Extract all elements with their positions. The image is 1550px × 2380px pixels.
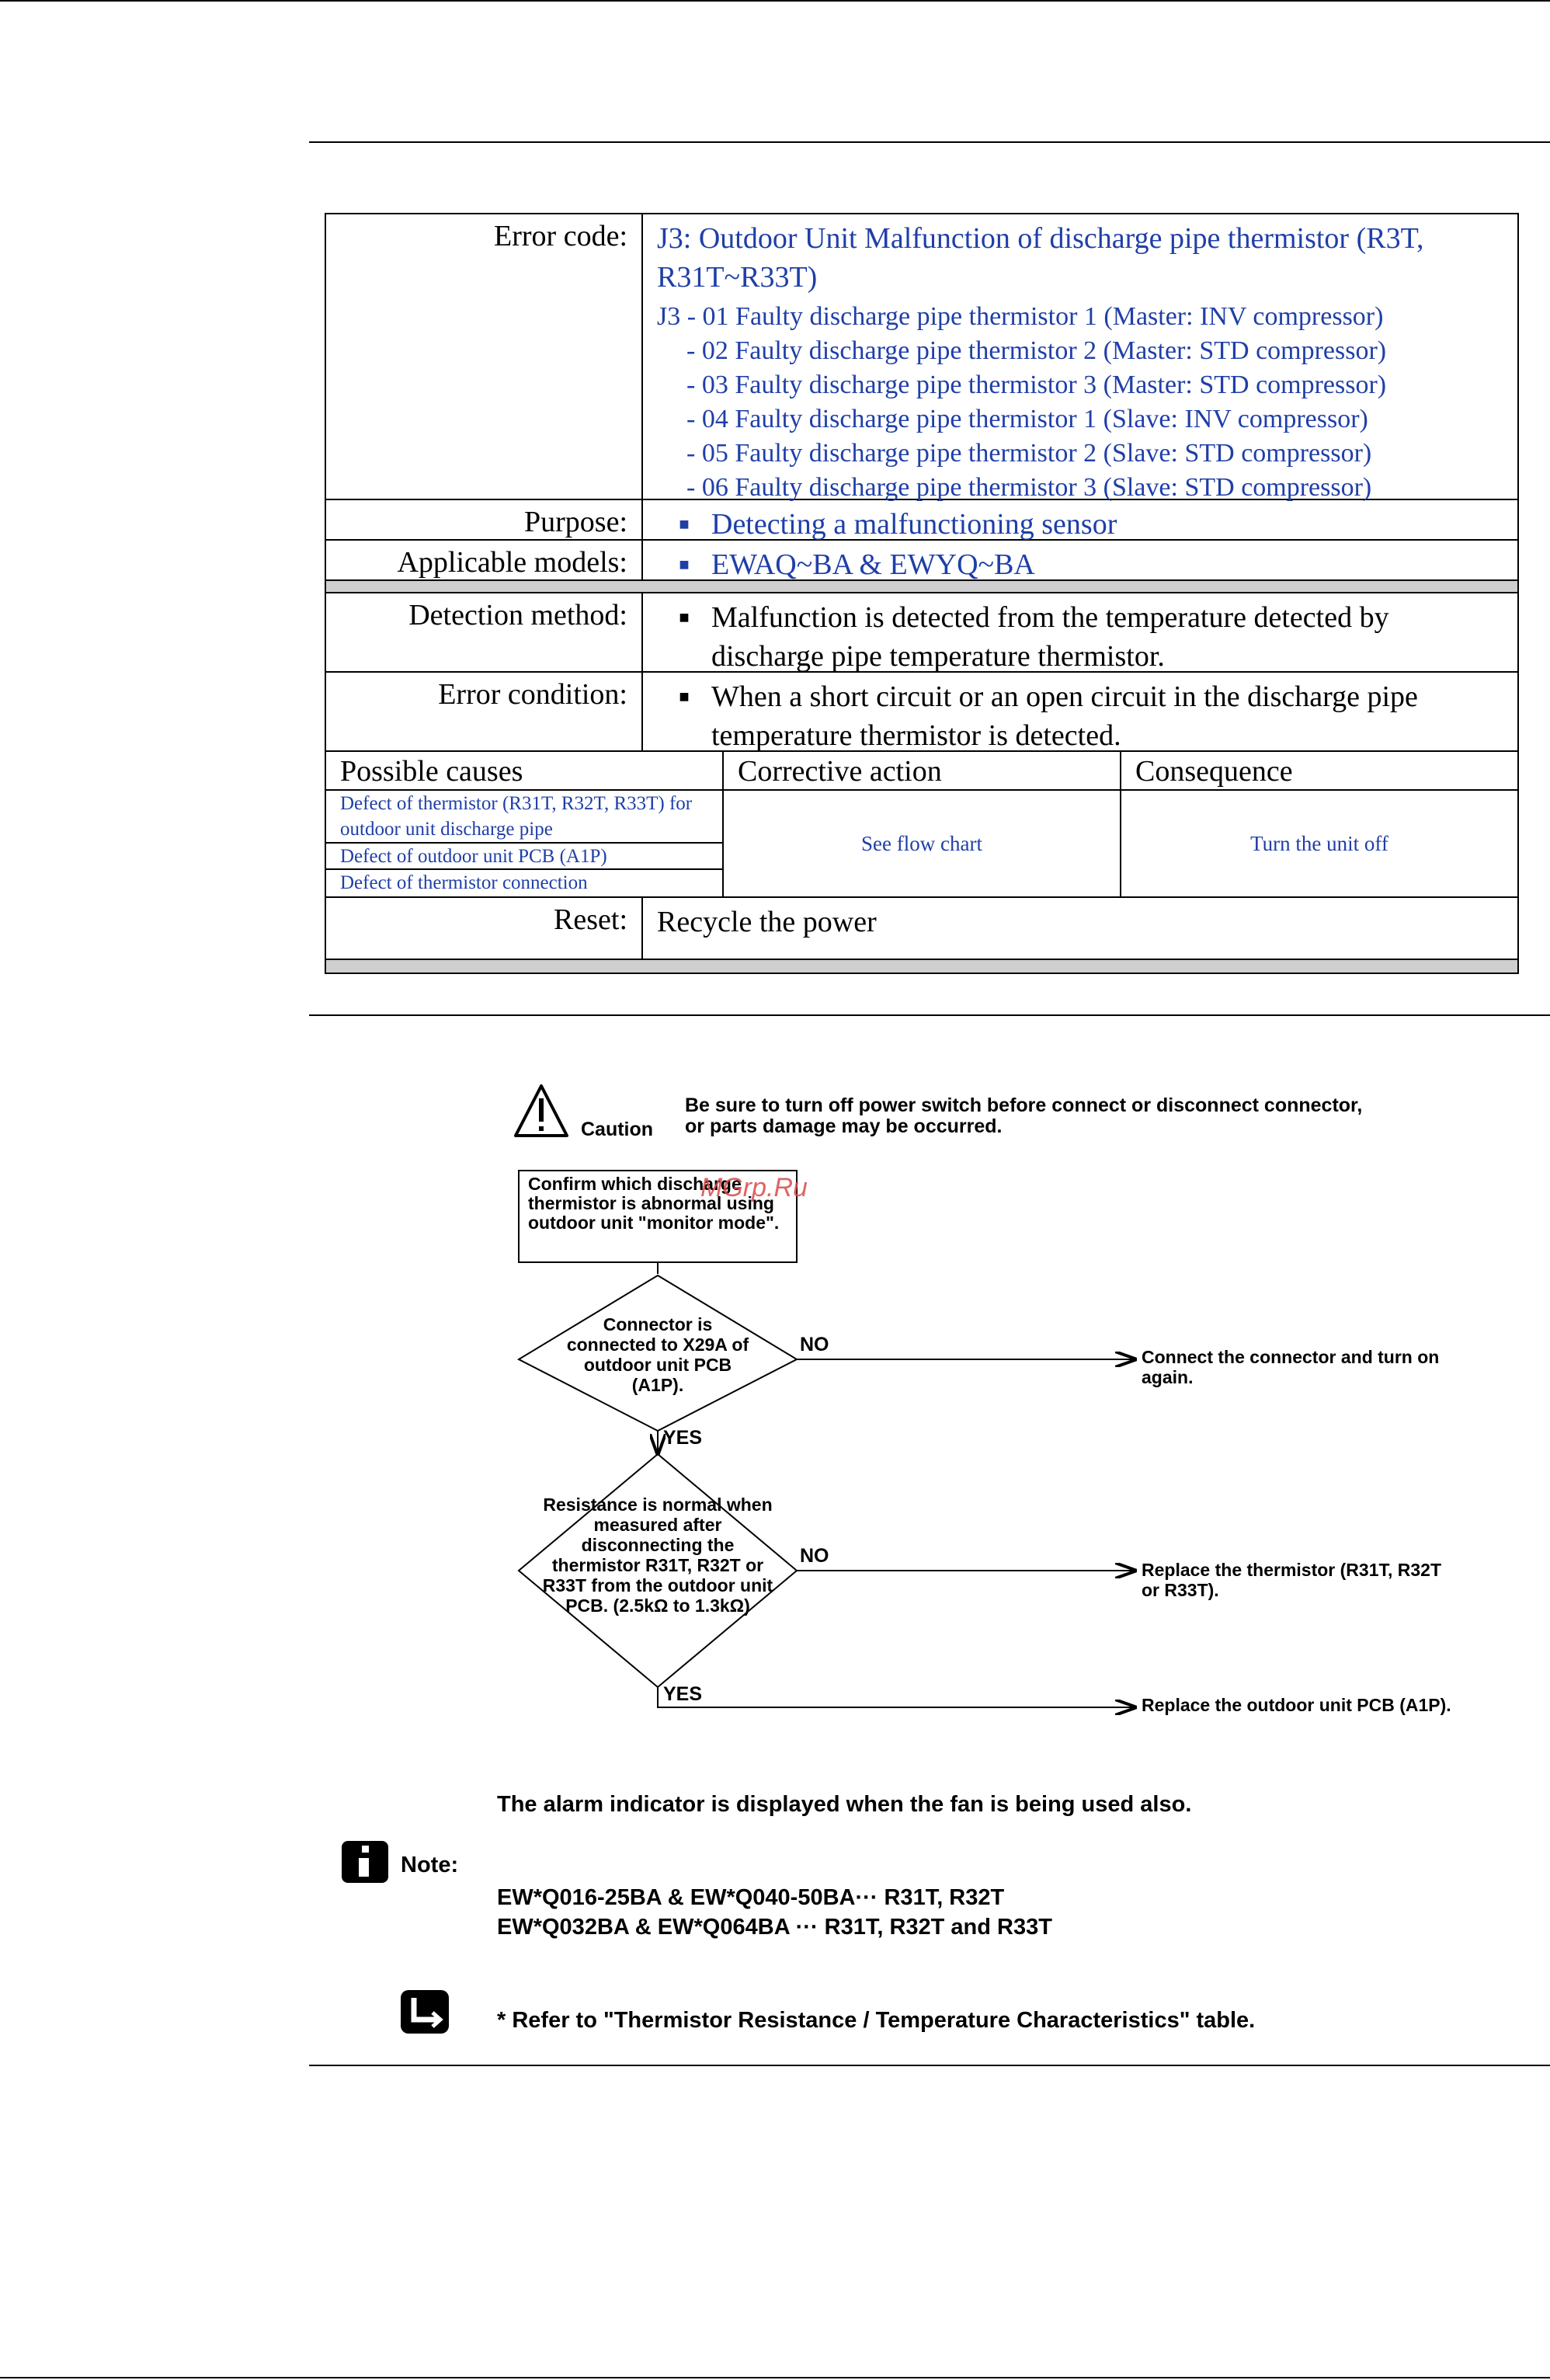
- consequence-header: Consequence: [1121, 752, 1517, 791]
- yes-label-1: YES: [663, 1427, 703, 1449]
- consequence-value: Turn the unit off: [1250, 831, 1388, 855]
- reset-label: Reset:: [326, 898, 643, 959]
- outcome-2: Replace the thermistor (R31T, R32T or R33T).: [1142, 1560, 1442, 1600]
- no-label-1: NO: [800, 1334, 829, 1355]
- bullet-icon: ■: [679, 555, 690, 574]
- caution-label: Caution: [581, 1119, 654, 1140]
- condition-value: ■ When a short circuit or an open circuit in the discharge pipe temperature thermistor is detected.: [643, 673, 1517, 750]
- note-line-2: EW*Q032BA & EW*Q064BA ··· R31T, R32T and R33T: [497, 1915, 1052, 1940]
- watermark: MGrp.Ru: [700, 1173, 808, 1202]
- condition-label: Error condition:: [326, 673, 643, 750]
- caution-text: Be sure to turn off power switch before connect or disconnect connector, or parts damage may be occurred.: [685, 1094, 1363, 1137]
- subcode-5: - 05 Faulty discharge pipe thermistor 2 (Slave: STD compressor): [686, 439, 1372, 468]
- purpose-label: Purpose:: [326, 500, 643, 539]
- detection-value: ■ Malfunction is detected from the temperature detected by discharge pipe temperature thermistor.: [643, 593, 1517, 671]
- cause-item: Defect of thermistor (R31T, R32T, R33T) for outdoor unit discharge pipe: [326, 791, 722, 844]
- error-code-label: Error code:: [326, 214, 643, 499]
- models-value: ■ EWAQ~BA & EWYQ~BA: [643, 541, 1517, 579]
- cause-item: Defect of thermistor connection: [340, 872, 588, 893]
- models-label: Applicable models:: [326, 541, 643, 579]
- error-code-title: J3: Outdoor Unit Malfunction of discharge pipe thermistor (R3T, R31T~R33T): [657, 222, 1424, 294]
- subcode-4: - 04 Faulty discharge pipe thermistor 1 (Slave: INV compressor): [686, 405, 1368, 433]
- refer-icon: [401, 1990, 449, 2034]
- action-header: Corrective action: [724, 752, 1120, 791]
- decision-1-text: Connector is connected to X29A of outdoor unit PCB (A1P).: [566, 1314, 749, 1395]
- action-value: See flow chart: [861, 831, 982, 855]
- outcome-1: Connect the connector and turn on again.: [1142, 1347, 1440, 1387]
- subcode-2: - 02 Faulty discharge pipe thermistor 2 (Master: STD compressor): [686, 336, 1387, 365]
- info-icon: [342, 1841, 388, 1883]
- caution-icon: [516, 1086, 567, 1136]
- cause-item: Defect of outdoor unit PCB (A1P): [326, 844, 722, 870]
- note-label: Note:: [401, 1853, 459, 1877]
- outcome-3: Replace the outdoor unit PCB (A1P).: [1142, 1695, 1451, 1715]
- start-box-text: Confirm which discharge thermistor is abnormal using outdoor unit "monitor mode".: [528, 1174, 780, 1233]
- reset-value: Recycle the power: [657, 906, 877, 938]
- causes-header: Possible causes: [326, 752, 722, 791]
- purpose-value: ■ Detecting a malfunctioning sensor: [643, 500, 1517, 539]
- no-label-2: NO: [800, 1545, 829, 1567]
- subcode-3: - 03 Faulty discharge pipe thermistor 3 (Master: STD compressor): [686, 371, 1387, 399]
- bullet-icon: ■: [679, 607, 690, 627]
- decision-2-text: Resistance is normal when measured after disconnecting the thermistor R31T, R32T or R33T from the outdoor unit PCB. (2.5kΩ to 1.3kΩ): [542, 1494, 773, 1616]
- bullet-icon: ■: [679, 514, 690, 534]
- subcode-1: J3 - 01 Faulty discharge pipe thermistor 1 (Master: INV compressor): [657, 302, 1384, 331]
- yes-label-2: YES: [663, 1683, 703, 1705]
- refer-text: * Refer to "Thermistor Resistance / Temperature Characteristics" table.: [497, 2008, 1256, 2033]
- subcode-6: - 06 Faulty discharge pipe thermistor 3 (Slave: STD compressor): [686, 473, 1372, 502]
- alarm-text: The alarm indicator is displayed when the fan is being used also.: [497, 1792, 1192, 1817]
- yes-arrow-2: [658, 1687, 1135, 1707]
- detection-label: Detection method:: [326, 593, 643, 671]
- bullet-icon: ■: [679, 687, 690, 706]
- note-line-1: EW*Q016-25BA & EW*Q040-50BA··· R31T, R32T: [497, 1885, 1005, 1910]
